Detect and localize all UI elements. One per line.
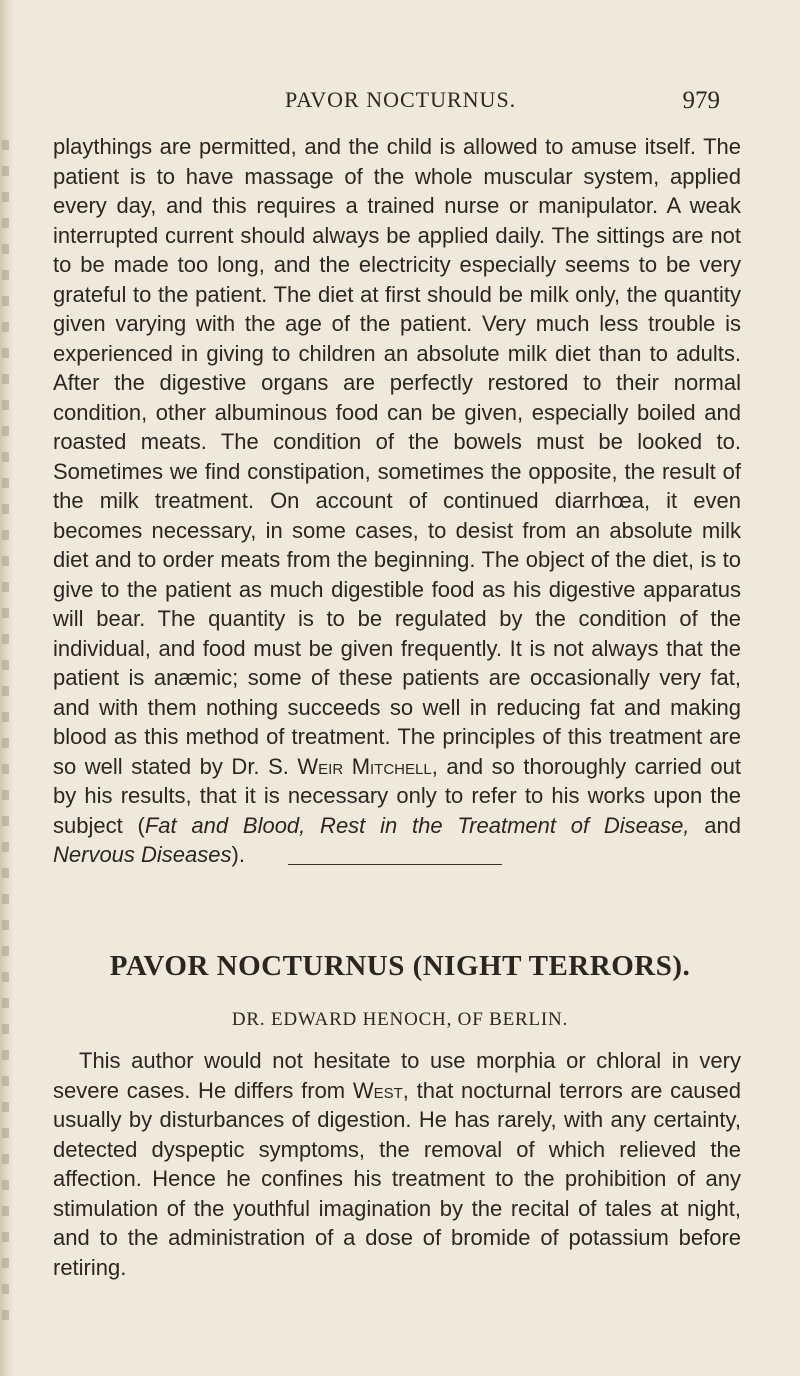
running-title: PAVOR NOCTURNUS. (285, 87, 517, 112)
paragraph-text: This author would not hesitate to use morphia or chloral in very severe cases. He differs from (53, 1048, 741, 1103)
section-title: PAVOR NOCTURNUS (NIGHT TERRORS). (109, 950, 691, 982)
cited-work-title: Fat and Blood, Rest in the Treatment of Disease, (144, 812, 690, 838)
paragraph-text: , and so thoroughly carried out by his results, that it is necessary only to refer to his works upon the subject ( (53, 753, 741, 838)
section-divider-rule (288, 864, 502, 865)
cited-work-title: Nervous Diseases (53, 842, 232, 867)
paragraph-continued (53, 132, 741, 870)
paragraph-text: ). (231, 842, 245, 867)
section-author: DR. EDWARD HENOCH, OF BERLIN. (231, 1009, 569, 1030)
paragraph-text: and (689, 812, 741, 838)
paragraph-text: playthings are permitted, and the child is allowed to amuse itself. The patient is to have massage of the whole muscular system, applied every day, and this requires a trained nurse or manipulator. A weak interrupted current should always be applied daily. The sittings are not to be made too long, and the electricity especially seems to be very grateful to the patient. The diet at first should be milk only, the quantity given varying with the age of the patient. Very much less trouble is experienced in giving to children an absolute milk diet than to adults. After the digestive organs are perfectly restored to their normal condition, other albuminous food can be given, especially boiled and roasted meats. The condition of the bowels must be looked to. Sometimes we find constipation, sometimes the opposite, the result of the milk treatment. On account of continued diarrhœa, it even becomes necessary, in some cases, to desist from an absolute milk diet and to order meats from the beginning. The object of the diet, is to give to the patient as much digestible food as his digestive apparatus will bear. The quantity is to be regulated by the condition of the individual, and food must be given frequently. It is not always that the patient is anæmic; some of these patients are occasionally very fat, and with them nothing succeeds so well in reducing fat and making blood as this method of treatment. The principles of this treatment are so well stated by Dr. S. (53, 134, 741, 779)
section-paragraph (53, 1046, 741, 1282)
author-name-smallcaps: West (352, 1077, 403, 1103)
binding-shadow (2, 140, 9, 1320)
running-head (140, 87, 720, 117)
page-number: 979 (682, 87, 720, 114)
author-name-smallcaps: Weir Mitchell (297, 753, 432, 779)
paragraph-text: , that nocturnal terrors are caused usually by disturbances of digestion. He has rarely, with any certainty, detected dyspeptic symptoms, the removal of which relieved the affection. Hence he confines his treatment to the prohibition of any stimulation of the youthful imagination by the recital of tales at night, and to the administration of a dose of bromide of potassium before retiring. (53, 1077, 742, 1280)
